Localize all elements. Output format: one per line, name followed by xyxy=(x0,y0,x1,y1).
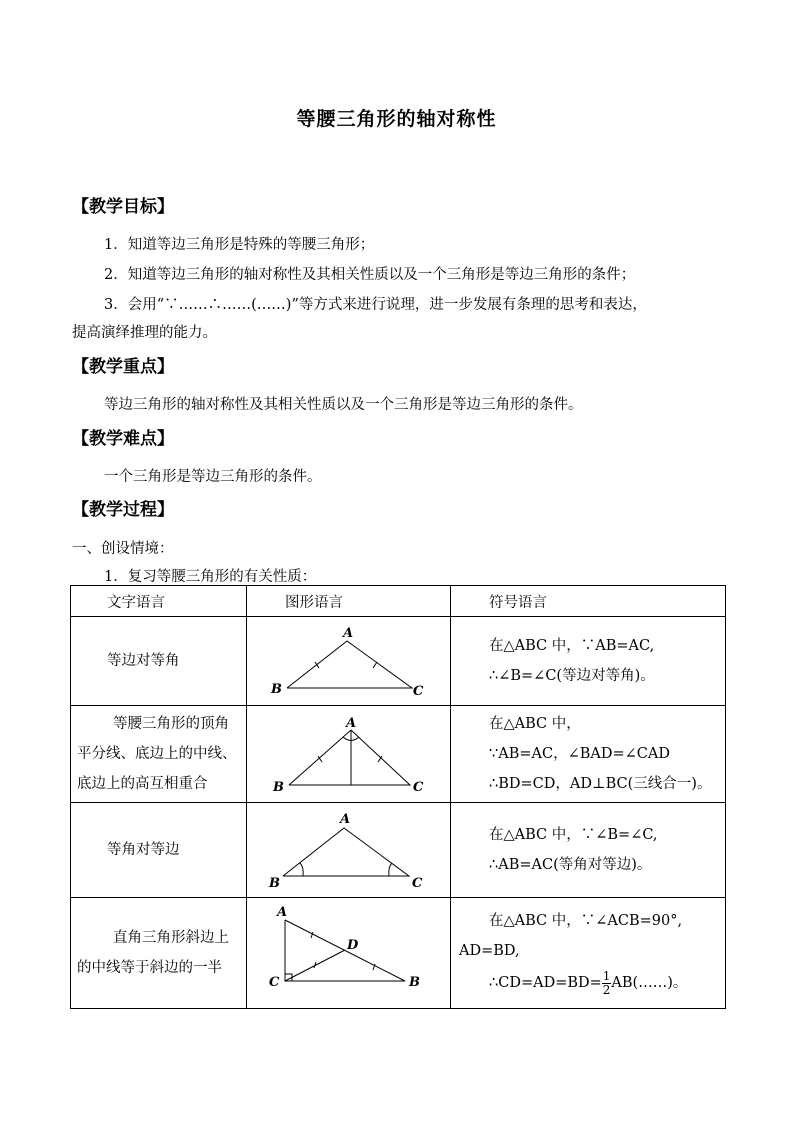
key-text: 等边三角形的轴对称性及其相关性质以及一个三角形是等边三角形的条件。 xyxy=(104,397,583,413)
goal-item-1: 1．知道等边三角形是特殊的等腰三角形； xyxy=(104,237,375,253)
header-symbol-language: 符号语言 xyxy=(451,586,726,617)
goal-item-3-cont: 提高演绎推理的能力。 xyxy=(72,325,217,341)
row1-text: 等边对等角 xyxy=(71,617,247,706)
row3-symbol: 在△ABC 中，∵∠B=∠C, ∴AB=AC(等角对等边)。 xyxy=(451,803,726,898)
row4-symbol-conclusion: ∴CD=AD=BD= $\frac{1}{2}$ AB(……)。 xyxy=(489,968,688,997)
label-b: B xyxy=(269,876,280,891)
row3-figure xyxy=(247,803,451,898)
goals-heading: 【教学目标】 xyxy=(72,197,174,217)
header-text-language: 文字语言 xyxy=(71,586,247,617)
label-b: B xyxy=(271,682,282,697)
table-row xyxy=(71,803,726,898)
difficult-heading: 【教学难点】 xyxy=(72,429,174,449)
row1-figure xyxy=(247,617,451,706)
goal-item-3: 3．会用“∵……∴……(……)”等方式来进行说理，进一步发展有条理的思考和表达， xyxy=(104,297,647,313)
right-triangle-figure xyxy=(247,898,451,1004)
label-d: D xyxy=(347,938,359,953)
row4-symbol: 在△ABC 中，∵∠ACB=90°, AD=BD, ∴CD=AD=BD= $\frac{1}{2}$ AB(……)。 xyxy=(451,898,726,1009)
fraction-one-half: $\frac{1}{2}$ xyxy=(602,968,611,997)
table-row xyxy=(71,706,726,803)
row4-figure xyxy=(247,898,451,1009)
row2-symbol: 在△ABC 中， ∵AB=AC，∠BAD=∠CAD ∴BD=CD，AD⊥BC(三线合一)。 xyxy=(451,706,726,803)
table-row xyxy=(71,898,726,1009)
triangle-angles-figure xyxy=(247,803,451,893)
label-c: C xyxy=(412,876,423,891)
label-a: A xyxy=(277,905,288,920)
process-heading: 【教学过程】 xyxy=(72,500,174,520)
label-a: A xyxy=(346,716,357,731)
row2-figure xyxy=(247,706,451,803)
label-b: B xyxy=(409,975,420,990)
page-title: 等腰三角形的轴对称性 xyxy=(296,108,497,130)
row4-text: 直角三角形斜边上 的中线等于斜边的一半 xyxy=(71,898,247,1009)
label-b: B xyxy=(273,780,284,795)
goal-item-2: 2．知道等边三角形的轴对称性及其相关性质以及一个三角形是等边三角形的条件； xyxy=(104,267,636,283)
label-c: C xyxy=(413,684,424,699)
key-heading: 【教学重点】 xyxy=(72,357,174,377)
row3-text: 等角对等边 xyxy=(71,803,247,898)
row2-text: 等腰三角形的顶角 平分线、底边上的中线、 底边上的高互相重合 xyxy=(71,706,247,803)
table-row xyxy=(71,617,726,706)
process-step1-sub: 1．复习等腰三角形的有关性质： xyxy=(104,569,317,585)
table-header-row xyxy=(71,586,726,617)
header-figure-language: 图形语言 xyxy=(247,586,451,617)
properties-table xyxy=(70,585,726,1009)
difficult-text: 一个三角形是等边三角形的条件。 xyxy=(104,469,322,485)
label-c: C xyxy=(413,780,424,795)
label-a: A xyxy=(343,626,354,641)
triangle-figure xyxy=(247,617,451,701)
label-a: A xyxy=(340,812,351,827)
label-c: C xyxy=(269,975,280,990)
triangle-bisector-figure xyxy=(247,706,451,798)
row1-symbol: 在△ABC 中，∵AB=AC, ∴∠B=∠C(等边对等角)。 xyxy=(451,617,726,706)
process-step1: 一、创设情境： xyxy=(72,541,174,557)
